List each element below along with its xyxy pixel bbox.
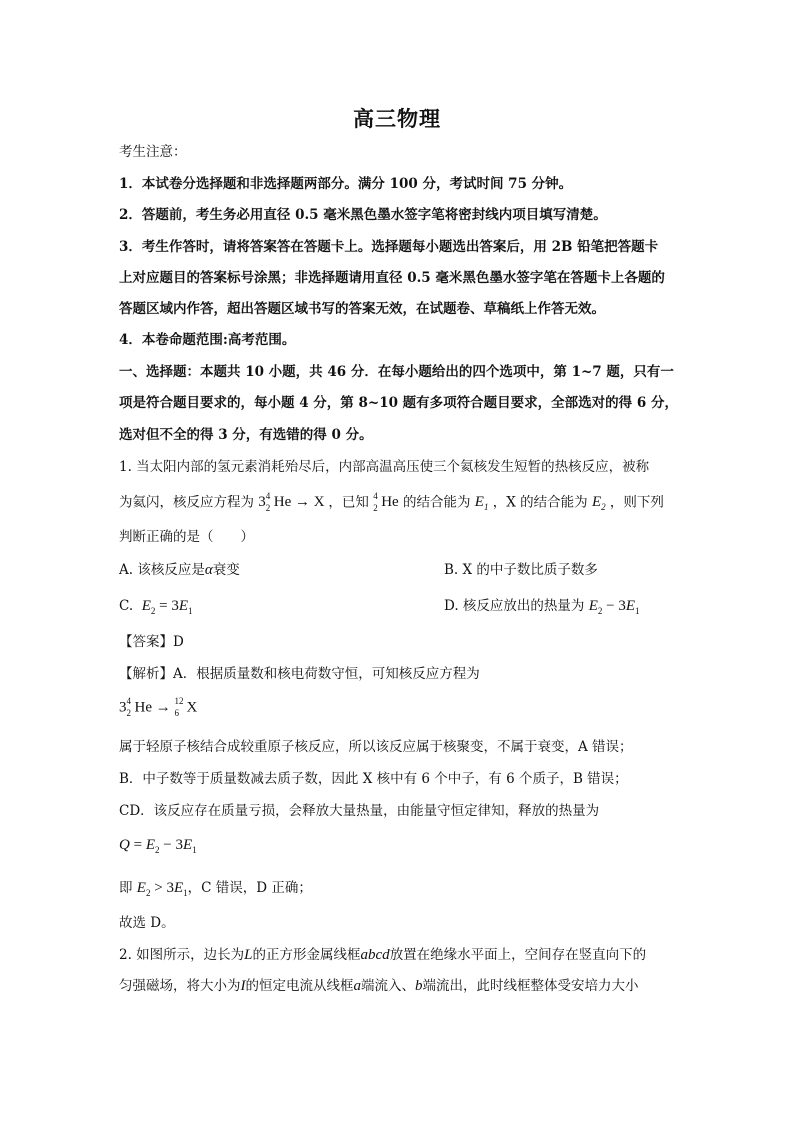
- current-symbol: I: [240, 978, 246, 994]
- e2-symbol: $E_2$: [591, 494, 606, 513]
- q1-option-d: D. 核反应放出的热量为 $E_2 - 3E_1$: [444, 598, 640, 616]
- notice-item-1: 1．本试卷分选择题和非选择题两部分。满分 100 分，考试时间 75 分钟。: [119, 176, 573, 192]
- q1-stem-text: 为氦闪，核反应方程为: [119, 494, 254, 511]
- notice-item-2: 2．答题前，考生务必用直径 0.5 毫米黑色墨水签字笔将密封线内项目填写清楚。: [119, 207, 607, 223]
- length-symbol: L: [244, 947, 253, 963]
- section1-line-3: 选对但不全的得 3 分，有选错的得 0 分。: [119, 427, 373, 443]
- notice-item-4: 4．本卷命题范围:高考范围。: [119, 332, 296, 348]
- q1-analysis-line-1: 属于轻原子核结合成较重原子核反应，所以该反应属于核聚变，不属于衰变，A 错误；: [119, 739, 633, 755]
- coefficient: 3: [258, 494, 266, 511]
- section1-line-2: 项是符合题目要求的，每小题 4 分，第 8~10 题有多项符合题目要求，全部选对的得 6 分，: [119, 395, 678, 411]
- analysis-reaction-equation: 3 4 2 He → 12 6 X: [119, 696, 198, 718]
- point-b-symbol: b: [415, 978, 423, 994]
- e1-symbol: $E_1$: [474, 494, 489, 513]
- q2-stem-line-1: 2. 如图所示，边长为L的正方形金属线框abcd放置在绝缘水平面上，空间存在竖直向下的: [119, 947, 647, 963]
- option-c-formula: $E_2 = 3E_1$: [141, 598, 193, 616]
- q1-analysis-line-3: CD．该反应存在质量亏损，会释放大量热量，由能量守恒定律知，释放的热量为: [119, 803, 600, 819]
- q1-stem-line-1: 1. 当太阳内部的氢元素消耗殆尽后，内部高温高压使三个氦核发生短暂的热核反应，被称: [119, 459, 650, 475]
- notice-item-3-cont-2: 答题区域内作答，超出答题区域书写的答案无效，在试题卷、草稿纸上作答无效。: [119, 301, 605, 317]
- notice-item-3-cont: 上对应题目的答案标号涂黑；非选择题请用直径 0.5 毫米黑色墨水签字笔在答题卡上各题的: [119, 270, 665, 286]
- alpha-symbol: α: [204, 562, 213, 578]
- he-isotope-numbers: 4 2: [265, 491, 271, 513]
- q1-option-c: C. $E_2 = 3E_1$: [119, 598, 193, 616]
- answer-label: 【答案】: [119, 634, 173, 650]
- he-nucleus: 4 2 He: [373, 491, 399, 513]
- inequality-formula: $E_2 > 3E_1$: [136, 880, 188, 898]
- q1-option-a: A. 该核反应是α衰变: [119, 562, 240, 578]
- q1-stem-line-3: 判断正确的是（ ）: [119, 529, 254, 545]
- notice-heading: 考生注意：: [119, 144, 187, 160]
- helium-symbol: He: [273, 494, 292, 511]
- q1-option-b: B. X 的中子数比质子数多: [444, 562, 598, 578]
- x-symbol: X: [313, 494, 325, 511]
- q1-analysis-line-2: B．中子数等于质量数减去质子数，因此 X 核中有 6 个中子，有 6 个质子，B 错误；: [119, 771, 628, 787]
- q1-analysis-line-4: 即 $E_2 > 3E_1$，C 错误，D 正确；: [119, 880, 312, 898]
- point-a-symbol: a: [353, 978, 361, 994]
- q2-stem-line-2: 匀强磁场，将大小为I的恒定电流从线框a端流入、b端流出，此时线框整体受安培力大小: [119, 978, 639, 994]
- answer-value: D: [173, 634, 184, 650]
- section1-line-1: 一、选择题：本题共 10 小题，共 46 分．在每小题给出的四个选项中，第 1~7 题，只有一: [119, 364, 674, 380]
- q1-analysis-line-5: 故选 D。: [119, 915, 175, 931]
- q1-answer: [119, 633, 184, 651]
- option-d-formula: $E_2 - 3E_1$: [588, 598, 640, 616]
- heat-formula: $Q = E_2 - 3E_1$: [119, 837, 197, 855]
- frame-label: abcd: [360, 947, 390, 963]
- page-title: 高三物理: [353, 106, 441, 131]
- notice-item-3: 3．考生作答时，请将答案答在答题卡上。选择题每小题选出答案后，用 2B 铅笔把答题卡: [119, 239, 659, 255]
- analysis-label: 【解析】: [119, 666, 173, 682]
- arrow-symbol: →: [295, 494, 311, 511]
- q1-stem-line-2: 为氦闪，核反应方程为 3 4 2 He → X ，已知 4 2 He 的结合能为 $E_1$ ，X 的结合能为 $E_2$ ，则下列: [119, 491, 664, 513]
- q1-analysis-a: 【解析】A．根据质量数和核电荷数守恒，可知核反应方程为: [119, 666, 480, 682]
- reaction-equation: [258, 491, 328, 513]
